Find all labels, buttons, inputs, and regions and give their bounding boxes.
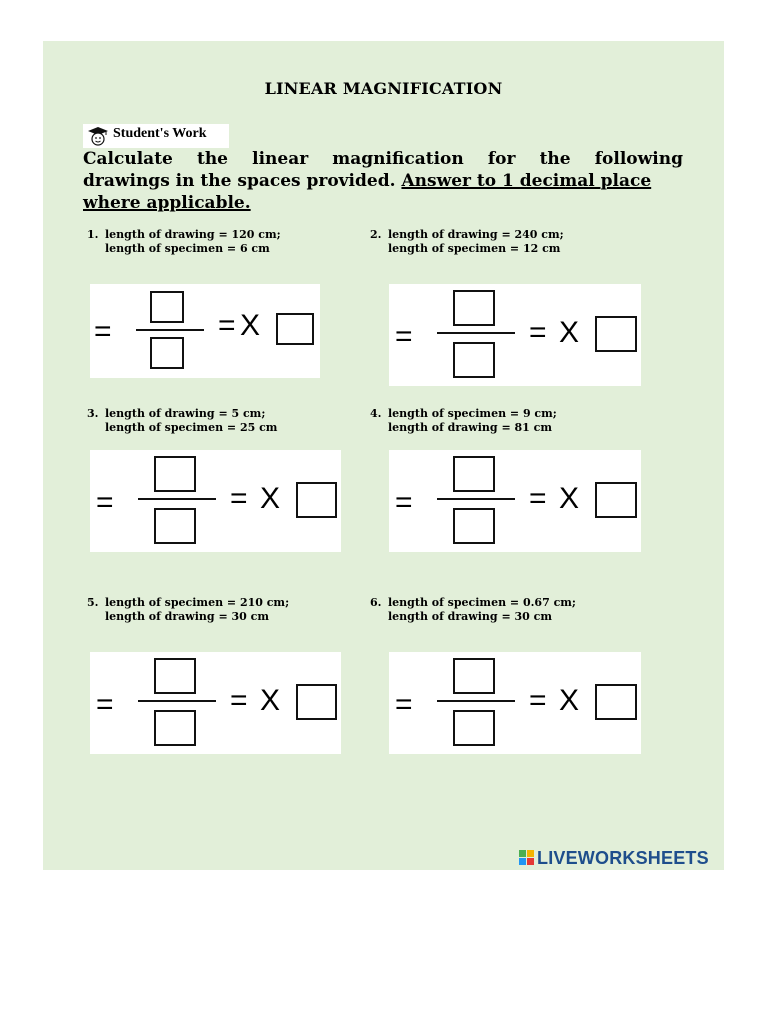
word: magnification bbox=[332, 149, 464, 169]
denominator-box[interactable] bbox=[453, 508, 495, 544]
problem-number: 2. bbox=[370, 228, 382, 241]
problem-line: length of drawing = 120 cm; bbox=[105, 228, 281, 241]
answer-panel-3 bbox=[90, 450, 341, 552]
numerator-box[interactable] bbox=[453, 658, 495, 694]
equals-sign: = bbox=[230, 684, 248, 717]
word: for bbox=[487, 149, 516, 169]
fraction-bar bbox=[437, 498, 515, 500]
denominator-box[interactable] bbox=[154, 710, 196, 746]
instructions-emphasis-2: where applicable. bbox=[83, 193, 251, 213]
fraction-bar bbox=[136, 329, 204, 331]
numerator-box[interactable] bbox=[150, 291, 184, 323]
worksheet-page bbox=[43, 41, 724, 870]
problem-number: 5. bbox=[87, 596, 99, 609]
answer-panel-5 bbox=[90, 652, 341, 754]
problem-line: length of drawing = 240 cm; bbox=[388, 228, 564, 241]
instructions-text: drawings in the spaces provided. bbox=[83, 171, 396, 191]
answer-panel-6 bbox=[389, 652, 641, 754]
fraction-bar bbox=[138, 498, 216, 500]
magnification-box[interactable] bbox=[595, 684, 637, 720]
denominator-box[interactable] bbox=[453, 710, 495, 746]
times-sign: X bbox=[240, 309, 261, 342]
problem-line: length of specimen = 6 cm bbox=[105, 242, 270, 255]
times-sign: X bbox=[260, 482, 281, 515]
problem-line: length of specimen = 25 cm bbox=[105, 421, 278, 434]
page-title: LINEAR MAGNIFICATION bbox=[264, 79, 503, 98]
equals-sign: = bbox=[395, 688, 413, 721]
word: Calculate bbox=[83, 149, 173, 169]
equals-sign: = bbox=[395, 320, 413, 353]
equals-sign: = bbox=[529, 316, 547, 349]
equals-sign: = bbox=[529, 684, 547, 717]
times-sign: X bbox=[559, 482, 580, 515]
badge-label: Student's Work bbox=[113, 126, 207, 141]
graduate-icon bbox=[86, 124, 110, 148]
problem-number: 3. bbox=[87, 407, 99, 420]
problem-3 bbox=[87, 407, 277, 435]
problem-6 bbox=[370, 596, 576, 624]
instructions-line-1 bbox=[83, 148, 683, 170]
liveworksheets-logo bbox=[519, 848, 709, 868]
numerator-box[interactable] bbox=[453, 290, 495, 326]
times-sign: X bbox=[260, 684, 281, 717]
magnification-box[interactable] bbox=[296, 482, 337, 518]
magnification-box[interactable] bbox=[595, 482, 637, 518]
problem-line: length of specimen = 9 cm; bbox=[388, 407, 557, 420]
equals-sign: = bbox=[230, 482, 248, 515]
word: the bbox=[539, 149, 571, 169]
answer-panel-4 bbox=[389, 450, 641, 552]
instructions-line-3 bbox=[83, 192, 683, 214]
word: the bbox=[196, 149, 228, 169]
times-sign: X bbox=[559, 316, 580, 349]
logo-wordmark: LIVEWORKSHEETS bbox=[537, 847, 709, 868]
answer-panel-2 bbox=[389, 284, 641, 386]
word: linear bbox=[252, 149, 309, 169]
numerator-box[interactable] bbox=[154, 658, 196, 694]
magnification-box[interactable] bbox=[296, 684, 337, 720]
problem-line: length of specimen = 0.67 cm; bbox=[388, 596, 576, 609]
equals-sign: = bbox=[395, 486, 413, 519]
answer-panel-1 bbox=[90, 284, 320, 378]
problem-number: 6. bbox=[370, 596, 382, 609]
denominator-box[interactable] bbox=[453, 342, 495, 378]
magnification-box[interactable] bbox=[595, 316, 637, 352]
problem-number: 1. bbox=[87, 228, 99, 241]
students-work-badge bbox=[83, 124, 229, 148]
problem-4 bbox=[370, 407, 557, 435]
instructions-emphasis: Answer to 1 decimal place bbox=[401, 171, 652, 191]
fraction-bar bbox=[437, 700, 515, 702]
equals-sign: = bbox=[529, 482, 547, 515]
problem-line: length of drawing = 81 cm bbox=[388, 421, 552, 434]
numerator-box[interactable] bbox=[453, 456, 495, 492]
problem-2 bbox=[370, 228, 564, 256]
numerator-box[interactable] bbox=[154, 456, 196, 492]
problem-line: length of drawing = 5 cm; bbox=[105, 407, 266, 420]
word: following bbox=[594, 149, 683, 169]
equals-sign: = bbox=[218, 309, 236, 342]
fraction-bar bbox=[138, 700, 216, 702]
denominator-box[interactable] bbox=[154, 508, 196, 544]
denominator-box[interactable] bbox=[150, 337, 184, 369]
equals-sign: = bbox=[96, 486, 114, 519]
times-sign: X bbox=[559, 684, 580, 717]
problem-line: length of drawing = 30 cm bbox=[388, 610, 552, 623]
problem-1 bbox=[87, 228, 281, 256]
problem-line: length of drawing = 30 cm bbox=[105, 610, 269, 623]
problem-5 bbox=[87, 596, 289, 624]
instructions-line-2 bbox=[83, 170, 683, 192]
magnification-box[interactable] bbox=[276, 313, 314, 345]
liveworksheets-logo-icon bbox=[519, 850, 535, 866]
problem-line: length of specimen = 210 cm; bbox=[105, 596, 290, 609]
problem-number: 4. bbox=[370, 407, 382, 420]
instructions bbox=[83, 148, 683, 214]
fraction-bar bbox=[437, 332, 515, 334]
problem-line: length of specimen = 12 cm bbox=[388, 242, 561, 255]
equals-sign: = bbox=[94, 315, 112, 348]
equals-sign: = bbox=[96, 688, 114, 721]
